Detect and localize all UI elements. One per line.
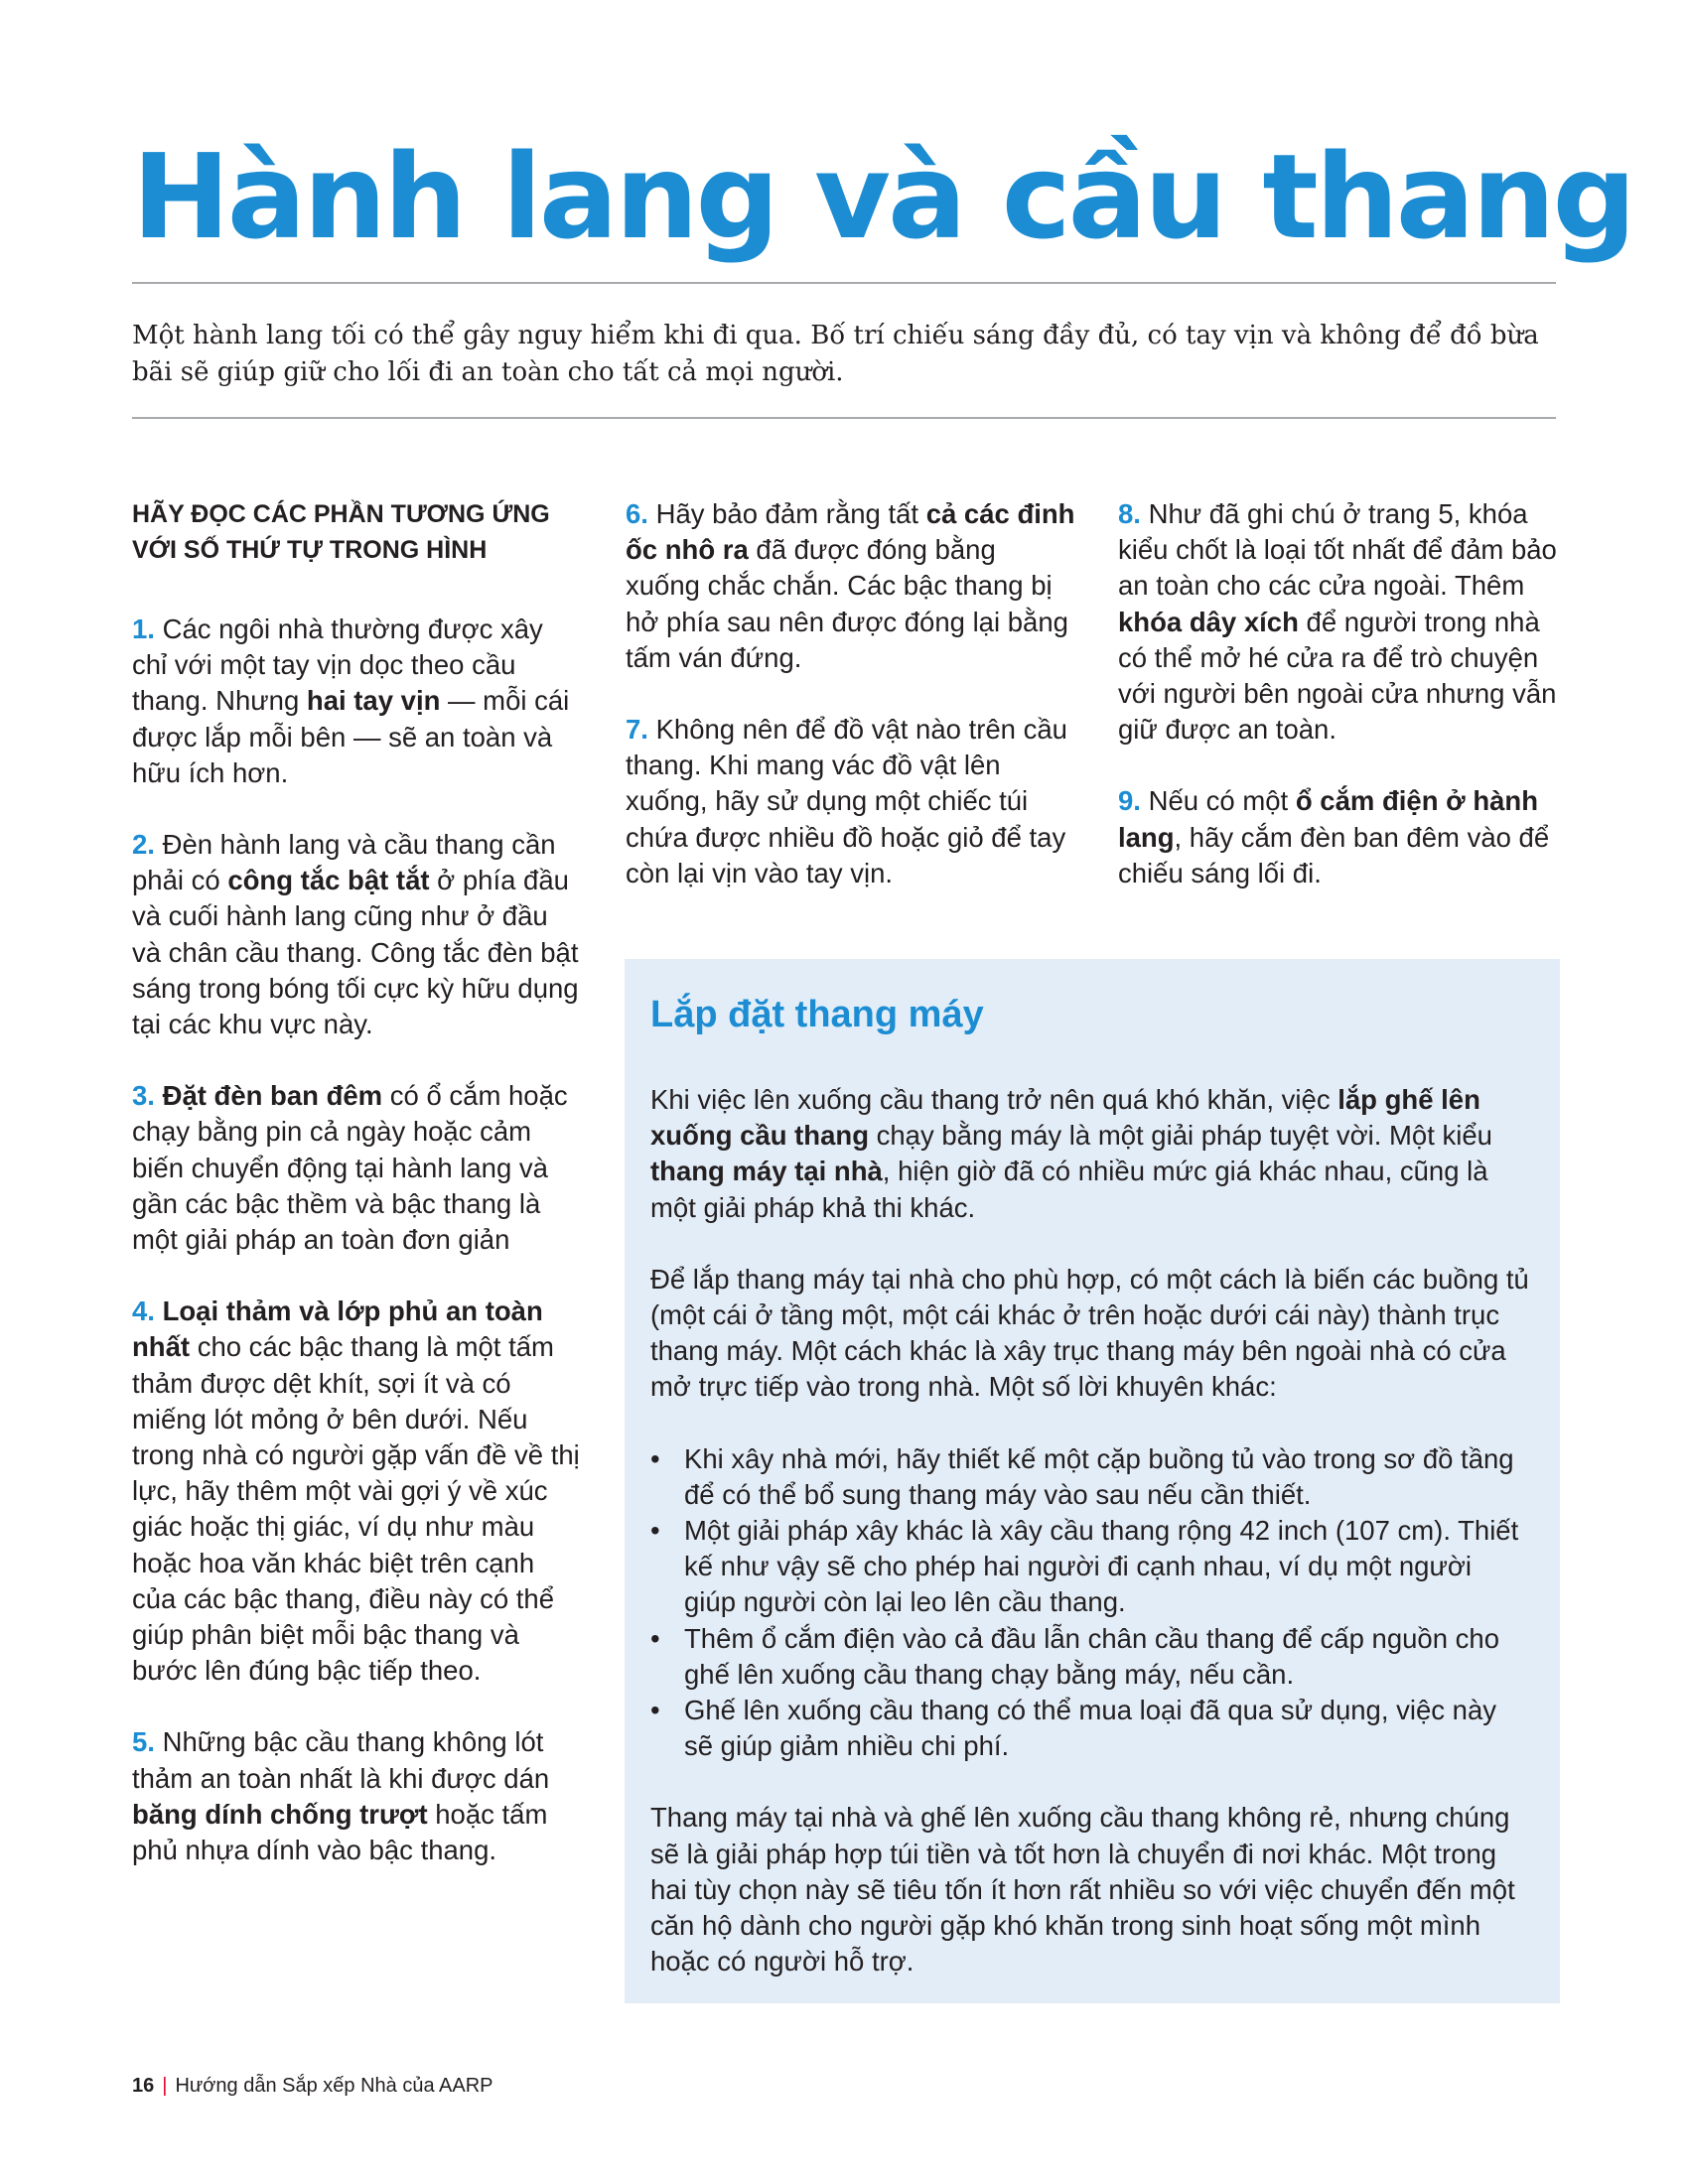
- sidebar-paragraph-1: Khi việc lên xuống cầu thang trở nên quá khó khăn, việc lắp ghế lên xuống cầu thang chạy bằng máy là một giải pháp tuyệt vời. Một kiểu thang máy tại nhà, hiện giờ đã có nhiều mức giá khác nhau, cũng là một giải pháp khả thi khác.: [650, 1084, 1492, 1223]
- intro-paragraph: Một hành lang tối có thể gây nguy hiểm khi đi qua. Bố trí chiếu sáng đầy đủ, có tay vịn và không để đồ bừa bãi sẽ giúp giữ cho lối đi an toàn cho tất cả mọi người.: [132, 321, 1539, 387]
- list-item-5: 5. Những bậc cầu thang không lót thảm an toàn nhất là khi được dán băng dính chống trượt hoặc tấm phủ nhựa dính vào bậc thang.: [132, 1726, 550, 1866]
- footer-guide-title: Hướng dẫn Sắp xếp Nhà của AARP: [175, 2075, 493, 2097]
- intro-divider: [132, 417, 1556, 419]
- list-item: • Ghế lên xuống cầu thang có thể mua loại đã qua sử dụng, việc này sẽ giúp giảm nhiều chi phí.: [650, 1695, 1496, 1762]
- item-number: 1.: [132, 614, 155, 644]
- column-right: [1118, 496, 1560, 927]
- bullet-icon: •: [650, 1695, 660, 1726]
- column-left: [132, 496, 584, 1904]
- item-number: 9.: [1118, 785, 1141, 817]
- list-item-8: 8. Như đã ghi chú ở trang 5, khóa kiểu chốt là loại tốt nhất để đảm bảo an toàn cho các cửa ngoài. Thêm khóa dây xích để người trong nhà có thể mở hé cửa ra để trò chuyện với người bên ngoài cửa nhưng vẫn giữ được an toàn.: [1118, 498, 1557, 746]
- item-number: 3.: [132, 1080, 155, 1112]
- elevator-sidebar-box: [625, 959, 1560, 2003]
- item-number: 2.: [132, 829, 155, 861]
- bullet-icon: •: [650, 1622, 660, 1654]
- list-item-3: 3. Đặt đèn ban đêm có ổ cắm hoặc chạy bằng pin cả ngày hoặc cảm biến chuyển động tại hành lang và gần các bậc thềm và bậc thang là một giải pháp an toàn đơn giản: [132, 1080, 568, 1256]
- list-item-4: 4. Loại thảm và lớp phủ an toàn nhất cho các bậc thang là một tấm thảm được dệt khít, sợi ít và có miếng lót mỏng ở bên dưới. Nếu trong nhà có người gặp vấn đề về thị lực, hãy thêm một vài gợi ý về xúc giác hoặc thị giác, ví dụ như màu hoặc hoa văn khác biệt trên cạnh của các bậc thang, điều này có thể giúp phân biệt mỗi bậc thang và bước lên đúng bậc tiếp theo.: [132, 1296, 580, 1687]
- list-item-2: 2. Đèn hành lang và cầu thang cần phải có công tắc bật tắt ở phía đầu và cuối hành lang cũng như ở đầu và chân cầu thang. Công tắc đèn bật sáng trong bóng tối cực kỳ hữu dụng tại các khu vực này.: [132, 829, 579, 1040]
- item-number: 8.: [1118, 498, 1141, 529]
- page-number: 16: [132, 2075, 155, 2097]
- list-item-7: 7. Không nên để đồ vật nào trên cầu thang. Khi mang vác đồ vật lên xuống, hãy sử dụng một chiếc túi chứa được nhiều đồ hoặc giỏ để tay còn lại vịn vào tay vịn.: [626, 714, 1067, 888]
- page-title: Hành lang và cầu thang: [132, 128, 1633, 265]
- title-divider: [132, 282, 1556, 284]
- list-item: • Khi xây nhà mới, hãy thiết kế một cặp buồng tủ vào trong sơ đồ tầng để có thể bổ sung thang máy vào sau nếu cần thiết.: [650, 1442, 1514, 1510]
- sidebar-heading: Lắp đặt thang máy: [650, 994, 984, 1035]
- item-number: 7.: [626, 714, 648, 746]
- column-middle: [626, 496, 1077, 927]
- list-item-1: 1. Các ngôi nhà thường được xây chỉ với một tay vịn dọc theo cầu thang. Nhưng hai tay vịn — mỗi cái được lắp mỗi bên — sẽ an toàn và hữu ích hơn.: [132, 614, 570, 788]
- list-item-6: 6. Hãy bảo đảm rằng tất cả các đinh ốc nhô ra đã được đóng bằng xuống chắc chắn. Các bậc thang bị hở phía sau nên được đóng lại bằng tấm ván đứng.: [626, 498, 1075, 673]
- sidebar-bullet-list: [650, 1441, 1530, 1765]
- list-item: • Thêm ổ cắm điện vào cả đầu lẫn chân cầu thang để cấp nguồn cho ghế lên xuống cầu thang chạy bằng máy, nếu cần.: [650, 1622, 1499, 1690]
- item-number: 6.: [626, 498, 648, 529]
- list-item-9: 9. Nếu có một ổ cắm điện ở hành lang, hãy cắm đèn ban đêm vào để chiếu sáng lối đi.: [1118, 785, 1550, 888]
- item-number: 5.: [132, 1726, 155, 1758]
- item-number: 4.: [132, 1296, 155, 1327]
- footer-separator: |: [162, 2075, 168, 2097]
- column-heading: HÃY ĐỌC CÁC PHẦN TƯƠNG ỨNG VỚI SỐ THỨ TỰ TRONG HÌNH: [132, 500, 550, 564]
- page-footer: [132, 2073, 492, 2099]
- bullet-icon: •: [650, 1442, 660, 1474]
- bullet-icon: •: [650, 1515, 660, 1547]
- sidebar-paragraph-2: Để lắp thang máy tại nhà cho phù hợp, có một cách là biến các buồng tủ (một cái ở tầng một, một cái khác ở trên hoặc dưới cái này) thành trục thang máy. Một cách khác là xây trục thang máy bên ngoài nhà có cửa mở trực tiếp vào trong nhà. Một số lời khuyên khác:: [650, 1263, 1529, 1403]
- sidebar-paragraph-3: Thang máy tại nhà và ghế lên xuống cầu thang không rẻ, nhưng chúng sẽ là giải pháp hợp túi tiền và tốt hơn là chuyển đi nơi khác. Một trong hai tùy chọn này sẽ tiêu tốn ít hơn rất nhiều so với việc chuyển đến một căn hộ dành cho người gặp khó khăn trong sinh hoạt sống một mình hoặc có người hỗ trợ.: [650, 1802, 1515, 1978]
- list-item: • Một giải pháp xây khác là xây cầu thang rộng 42 inch (107 cm). Thiết kế như vậy sẽ cho phép hai người đi cạnh nhau, ví dụ một người giúp người còn lại leo lên cầu thang.: [650, 1515, 1519, 1618]
